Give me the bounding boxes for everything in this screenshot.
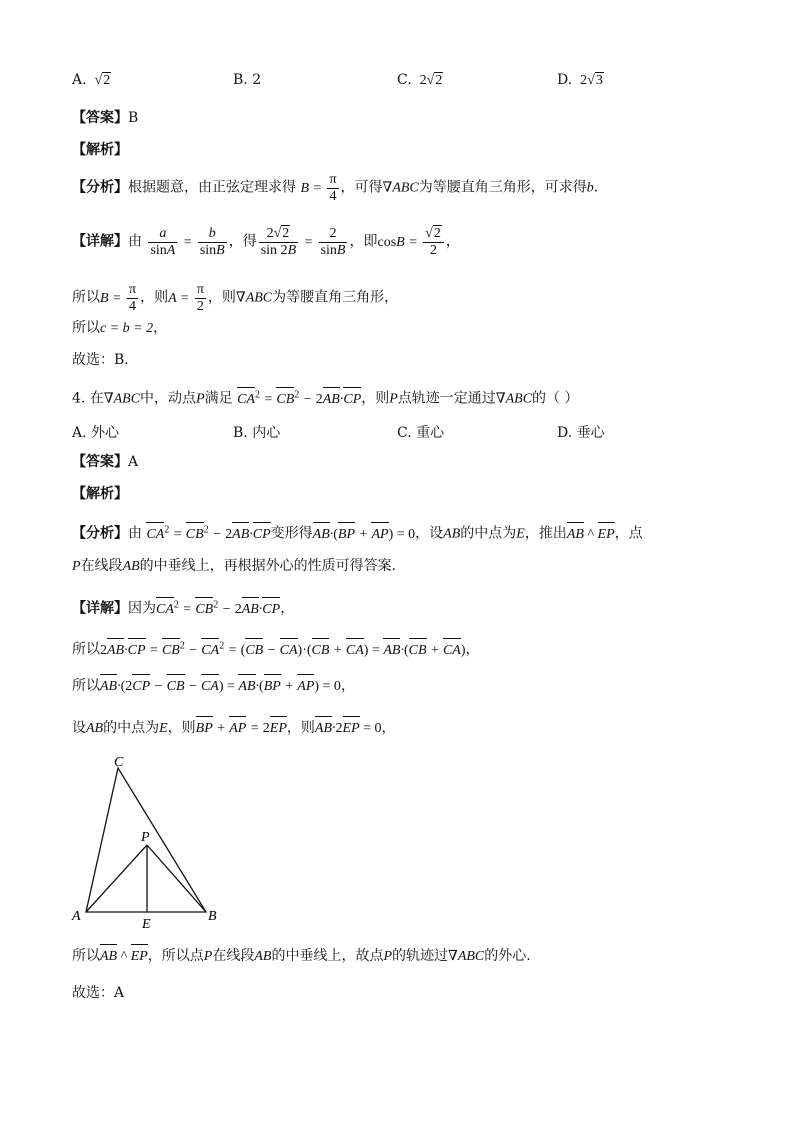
answer-tag: 【答案】 xyxy=(72,454,128,470)
option-d xyxy=(557,72,604,89)
math-tri: ∇ABC xyxy=(235,290,273,306)
text: 的轨迹过 xyxy=(392,948,449,964)
text: . xyxy=(593,179,599,196)
option-letter: C. xyxy=(397,72,412,88)
math-vec-eq: $CA^2 = CB^2 - 2AB\cdot CP$ xyxy=(146,527,270,542)
option-letter: B. xyxy=(233,425,248,441)
option-value: √2 xyxy=(91,73,111,88)
q4-conclusion xyxy=(72,946,531,967)
math-derivation-1: $2AB\cdot CP = CB^2 - CA^2 = (CB - CA)\cdot(CB + CA) = AB\cdot(CB + CA)$ xyxy=(100,643,466,658)
option-letter: B. xyxy=(233,72,248,88)
text: ， xyxy=(445,233,460,250)
option-letter: D. xyxy=(557,72,573,88)
math-tri: ∇ABC xyxy=(495,391,533,407)
text: 所以 xyxy=(72,948,100,964)
q4-choose xyxy=(72,983,124,1003)
math-E: E xyxy=(516,526,525,542)
q4-answer xyxy=(72,452,138,472)
q4-fenxi2 xyxy=(72,556,396,577)
text: 由 xyxy=(128,525,142,542)
text: 为等腰直角三角形， xyxy=(272,289,399,306)
math-P: P xyxy=(383,949,393,964)
triangle-figure xyxy=(68,748,228,934)
q4-so2 xyxy=(72,676,355,697)
text: 故选：B． xyxy=(72,352,139,368)
analysis-tag: 【解析】 xyxy=(72,486,128,502)
text: 故选：A xyxy=(72,985,125,1001)
option-c xyxy=(397,72,443,89)
text: 所以 xyxy=(72,678,100,694)
text: ，则 xyxy=(361,390,390,407)
label-b: B xyxy=(208,909,217,924)
option-value: 2√3 xyxy=(580,73,603,88)
text: ，可得 xyxy=(340,179,383,196)
q3-choose xyxy=(72,350,138,370)
math-perp: AB ^ EP xyxy=(567,527,615,542)
q3-fenxi xyxy=(72,172,598,205)
radicand: 3 xyxy=(595,73,603,88)
q4-option-b xyxy=(233,422,280,442)
option-label: 外心 xyxy=(91,425,120,441)
text: 的中点为 xyxy=(460,525,517,542)
coef: 2 xyxy=(580,73,588,88)
q4-so1 xyxy=(72,636,480,661)
text: 根据题意，由正弦定理求得 xyxy=(128,179,296,196)
option-label: 垂心 xyxy=(576,425,605,441)
text: 所以 xyxy=(72,289,100,306)
text: ，点 xyxy=(614,525,643,542)
option-label: 重心 xyxy=(416,425,445,441)
math-B: B = $\frac{\pi}{4}$ xyxy=(100,282,137,314)
detail-tag: 【详解】 xyxy=(72,600,128,617)
q4-option-c xyxy=(397,422,444,442)
segment-ap xyxy=(86,845,147,912)
math-sine-law: $\frac{a}{\sin A}$ = $\frac{b}{\sin B}$ xyxy=(150,226,225,258)
math-B: B = $\frac{\pi}{4}$ xyxy=(300,172,337,204)
q3-answer xyxy=(72,108,138,128)
text: 所以 xyxy=(72,641,100,658)
text: ，设 xyxy=(415,525,444,542)
q3-so2 xyxy=(72,318,167,339)
text: 的中垂线上，再根据外心的性质可得答案. xyxy=(139,558,397,574)
coef: 2 xyxy=(419,73,427,88)
math-eq: $\frac{2√2}{\sin 2B}$ = $\frac{2}{\sin B}$ xyxy=(260,226,346,258)
q3-analysis-tag xyxy=(72,140,128,160)
answer-tag: 【答案】 xyxy=(72,110,128,126)
text: 中，动点 xyxy=(140,390,197,407)
q4-option-d xyxy=(557,422,605,442)
q4-analysis-tag xyxy=(72,484,128,504)
text: ，推出 xyxy=(524,525,567,542)
option-letter: A. xyxy=(72,72,87,88)
math-E: E xyxy=(159,721,168,736)
text: 所以 xyxy=(72,320,100,336)
q4-detail xyxy=(72,595,294,620)
text: ，则 xyxy=(207,289,236,306)
option-value: 2 xyxy=(252,72,262,88)
detail-tag: 【详解】 xyxy=(72,233,128,250)
text: 因为 xyxy=(128,600,156,617)
math-tri: ∇ABC xyxy=(103,391,141,407)
text: 4. 在 xyxy=(72,390,104,407)
math-vec-eq: $CA^2 = CB^2 - 2AB\cdot CP$ xyxy=(237,392,361,407)
text: 在线段 xyxy=(212,948,255,964)
analysis-tag: 【解析】 xyxy=(72,142,128,158)
math-P: P xyxy=(203,949,213,964)
text: 由 xyxy=(128,233,142,250)
q4-stem xyxy=(72,385,579,410)
answer-value: A xyxy=(128,454,139,470)
option-letter: C. xyxy=(397,425,412,441)
math-vec-eq: $CA^2 = CB^2 - 2AB\cdot CP$ xyxy=(156,602,280,617)
text: 的中垂线上，故点 xyxy=(271,948,384,964)
math-vec-zero: AB·(BP + AP) = 0 xyxy=(313,527,416,542)
segment-bp xyxy=(147,845,206,912)
text: 变形得 xyxy=(270,525,313,542)
q3-so1 xyxy=(72,282,398,315)
math-cb: c = b = 2 xyxy=(100,321,154,336)
text: ， xyxy=(153,320,168,336)
option-label: 内心 xyxy=(252,425,281,441)
text: 满足 xyxy=(204,390,233,407)
text: ，则 xyxy=(167,720,196,736)
math-tri: ∇ABC xyxy=(382,180,419,196)
text: ， xyxy=(381,720,396,736)
option-letter: D. xyxy=(557,425,573,441)
q4-let xyxy=(72,718,396,739)
math-cos: cosB = $\frac{√2}{2}$ xyxy=(377,235,445,250)
text: 设 xyxy=(72,720,86,736)
answer-value: B xyxy=(128,110,139,126)
math-P: P xyxy=(72,559,81,574)
math-AB: AB xyxy=(254,949,272,964)
option-letter: A. xyxy=(72,425,87,441)
text: ， xyxy=(465,641,480,658)
fenxi-tag: 【分析】 xyxy=(72,525,128,542)
q3-detail xyxy=(72,226,460,259)
text: ，则 xyxy=(286,720,315,736)
math-mid: BP + AP = 2EP xyxy=(196,721,287,736)
math-tri: ∇ABC xyxy=(448,949,485,964)
q4-fenxi xyxy=(72,520,643,545)
text: 的中点为 xyxy=(103,720,160,736)
text: 的（ ） xyxy=(532,390,579,407)
text: 的外心. xyxy=(484,948,531,964)
q4-option-a xyxy=(72,422,119,442)
option-value: 2√2 xyxy=(419,73,443,88)
text: 为等腰直角三角形，可求得 xyxy=(418,179,587,196)
option-b xyxy=(233,72,261,88)
text: ，则 xyxy=(140,289,169,306)
math-derivation-2: AB·(2CP − CB − CA) = AB·(BP + AP) = 0 xyxy=(100,679,341,694)
option-a xyxy=(72,72,111,89)
text: 在线段 xyxy=(80,558,123,574)
math-b: b xyxy=(586,180,594,196)
radicand: 2 xyxy=(103,73,111,88)
text: ，所以点 xyxy=(147,948,204,964)
radicand: 2 xyxy=(435,73,443,88)
math-P: P xyxy=(389,391,398,407)
label-c: C xyxy=(114,755,124,770)
math-AB: AB xyxy=(443,526,461,542)
math-P: P xyxy=(196,391,205,407)
fenxi-tag: 【分析】 xyxy=(72,179,128,196)
text: ，得 xyxy=(228,233,257,250)
text: ，即 xyxy=(349,233,378,250)
math-dot: AB·2EP = 0 xyxy=(315,721,382,736)
text: 点轨迹一定通过 xyxy=(397,390,496,407)
label-a: A xyxy=(72,909,81,924)
math-AB: AB xyxy=(122,559,140,574)
math-perp: AB ^ EP xyxy=(100,949,148,964)
label-p: P xyxy=(141,830,150,845)
math-A: A = $\frac{\pi}{2}$ xyxy=(168,282,204,314)
text: ， xyxy=(280,600,295,617)
label-e: E xyxy=(142,917,151,932)
math-AB: AB xyxy=(86,721,104,736)
text: ， xyxy=(340,678,355,694)
